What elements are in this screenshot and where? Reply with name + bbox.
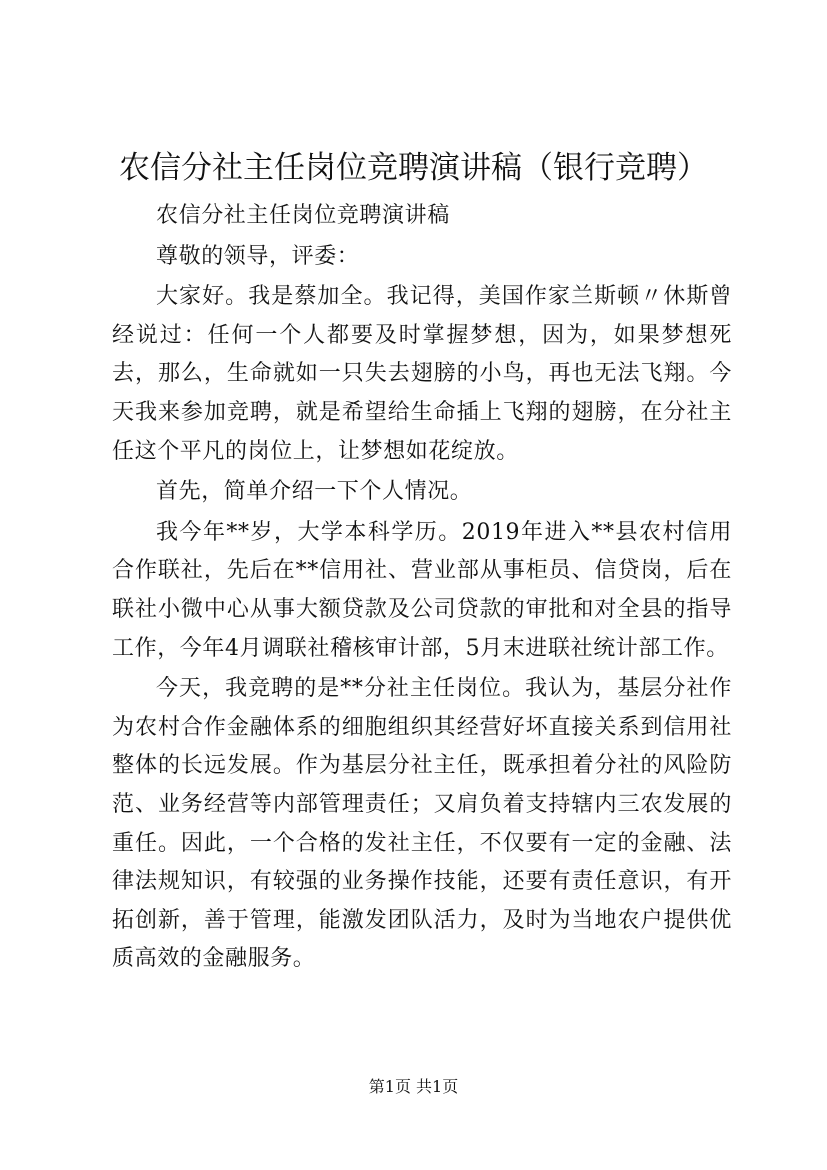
page-number-footer: 第1页 共1页 bbox=[368, 1077, 459, 1096]
paragraph-subtitle: 农信分社主任岗位竞聘演讲稿 bbox=[156, 203, 450, 228]
paragraph-position: 今天，我竞聘的是**分社主任岗位。我认为，基层分社作为农村合作金融体系的细胞组织其经营好坏直接关系到信用社整体的长远发展。作为基层分社主任，既承担着分社的风险防范、业务经营等内部管理责任；又肩负着支持辖内三农发展的重任。因此，一个合格的发社主任，不仅要有一定的金融、法律法规知识，有较强的业务操作技能，还要有责任意识，有开拓创新，善于管理，能激发团队活力，及时为当地农户提供优质高效的金融服务。 bbox=[112, 676, 732, 972]
paragraph-salutation: 尊敬的领导，评委： bbox=[156, 243, 360, 269]
document-title: 农信分社主任岗位竞聘演讲稿（银行竞聘） bbox=[119, 150, 708, 186]
paragraph-intro: 首先，简单介绍一下个人情况。 bbox=[156, 479, 473, 505]
paragraph-greeting: 大家好。我是蔡加全。我记得，美国作家兰斯顿〃休斯曾经说过：任何一个人都要及时掌握梦想，因为，如果梦想死去，那么，生命就如一只失去翅膀的小鸟，再也无法飞翔。今天我来参加竞聘，就是希望给生命插上飞翔的翅膀，在分社主任这个平凡的岗位上，让梦想如花绽放。 bbox=[112, 284, 732, 464]
paragraph-background: 我今年**岁，大学本科学历。2019年进入**县农村信用合作联社，先后在**信用社、营业部从事柜员、信贷岗，后在联社小微中心从事大额贷款及公司贷款的审批和对全县的指导工作，今年4月调联社稽核审计部，5月末进联社统计部工作。 bbox=[112, 519, 732, 661]
document-body bbox=[112, 197, 732, 981]
